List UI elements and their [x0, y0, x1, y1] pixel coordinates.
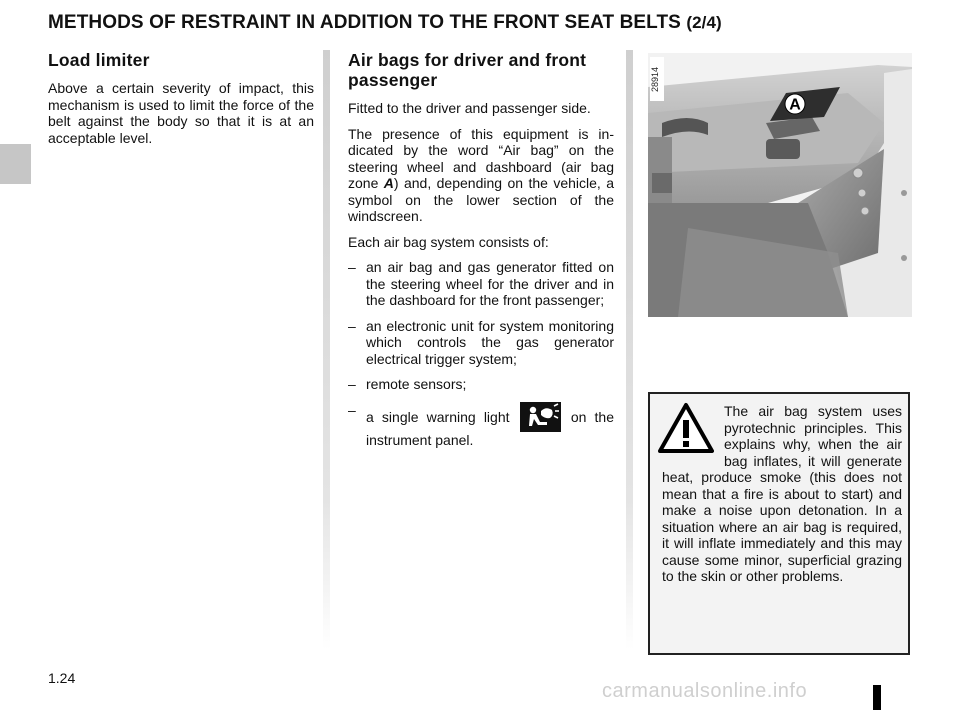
load-limiter-text: Above a certain severity of impact, this mechanism is used to limit the force of the belt against the body so that it is at an acceptable level. — [48, 80, 314, 146]
list-item: – remote sensors; — [348, 376, 467, 392]
zone-a-marker: A — [789, 96, 801, 114]
load-limiter-section — [48, 50, 314, 155]
warning-box — [648, 392, 910, 655]
watermark: carmanualsonline.info — [602, 680, 808, 702]
corner-mark — [873, 685, 881, 710]
page-title — [48, 12, 722, 34]
airbags-section — [348, 50, 614, 457]
airbag-components-list — [348, 259, 614, 448]
zone-label: A — [383, 175, 394, 191]
warning-text: The air bag system uses pyrotechnic principles. This explains why, when the air bag inflates, it will generate heat, produce smoke (this does not mean that a fire is about to start) and make a noise upon detonation. In a situation where an air bag is required, it will inflate immediately and this may cause some minor, superficial grazing to the skin or other problems. — [662, 403, 902, 584]
chapter-tab — [0, 144, 31, 184]
load-limiter-heading: Load limiter — [48, 50, 150, 70]
list-item: – an electronic unit for system monitoring which controls the gas generator electrical trigger system; — [348, 317, 614, 367]
column-divider-right — [626, 50, 633, 650]
airbags-presence-text: The presence of this equipment is indicated by the word “Air bag” on the steering wheel and dashboard (air bag zone A) and, depending on the vehicle, a symbol on the lower section of the windscreen. — [348, 125, 615, 224]
list-item: – an air bag and gas generator fitted on the steering wheel for the driver and in the dashboard for the front passenger; — [348, 259, 614, 308]
title-text: METHODS OF RESTRAINT IN ADDITION TO THE FRONT SEAT BELTS — [48, 12, 681, 33]
airbag-warning-light-icon — [520, 402, 561, 432]
photo-reference-number: 28914 — [650, 57, 664, 101]
title-page-indicator: (2/4) — [686, 13, 722, 32]
airbags-heading: Air bags for driver and front passenger — [348, 50, 587, 90]
page-number: 1.24 — [48, 670, 76, 686]
list-item: – a single warning light on the instrument panel. — [348, 401, 615, 448]
dashboard-photo — [648, 53, 912, 317]
airbags-fitted-text: Fitted to the driver and passenger side. — [348, 100, 591, 116]
column-divider-left — [323, 50, 330, 650]
airbags-system-intro: Each air bag system consists of: — [348, 233, 549, 250]
